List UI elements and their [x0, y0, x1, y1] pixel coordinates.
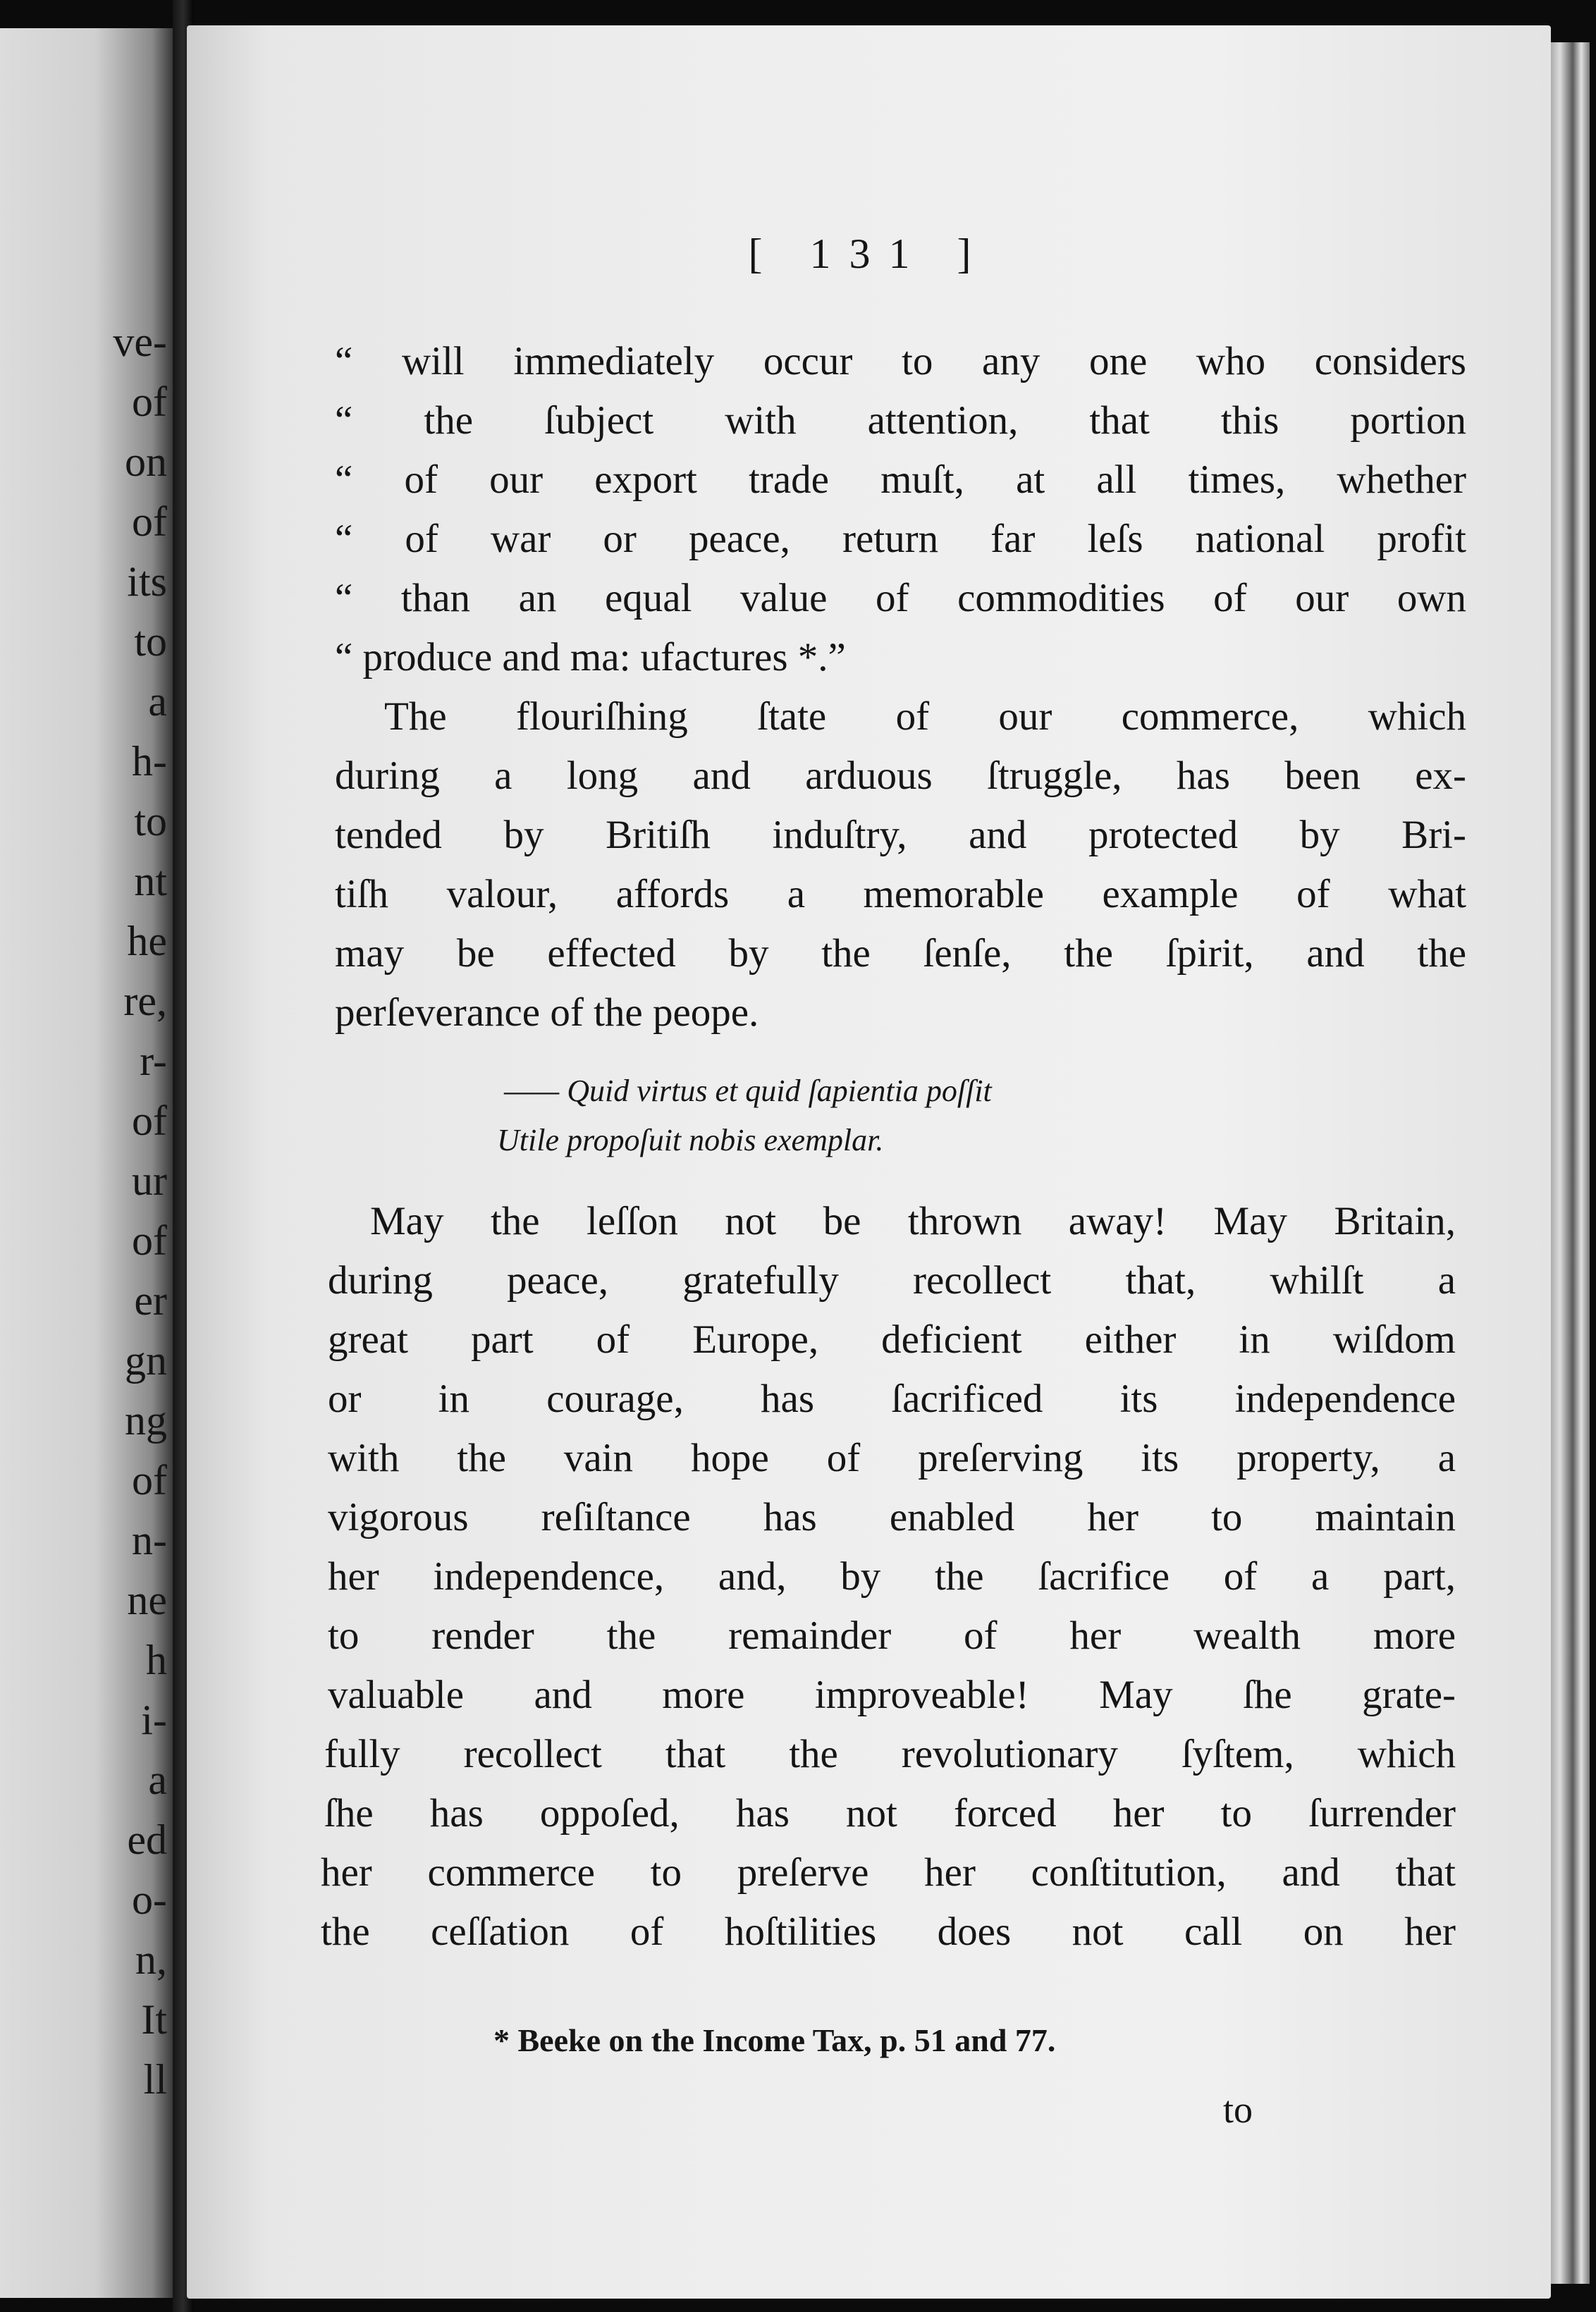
paragraph-line: during a long and arduous ſtruggle, has been ex-: [335, 754, 1466, 798]
facing-line: ne: [127, 1577, 167, 1623]
footnote: * Beeke on the Income Tax, p. 51 and 77.: [493, 2022, 1056, 2058]
facing-line: re,: [123, 978, 167, 1024]
paragraph-line: may be effected by the ſenſe, the ſpirit, and the: [335, 931, 1466, 976]
paragraph-line: during peace, gratefully recollect that, whilſt a: [328, 1258, 1456, 1303]
facing-line: nt: [134, 858, 167, 904]
paragraph-line: great part of Europe, deficient either in wiſdom: [328, 1317, 1456, 1362]
verse-line: —— Quid virtus et quid ſapientia poſſit: [504, 1074, 992, 1108]
paragraph-line: perſeverance of the peope.: [335, 990, 759, 1035]
paragraph-line: or in courage, has ſacrificed its independence: [328, 1377, 1456, 1421]
facing-line: ve-: [113, 319, 167, 365]
paragraph-line: valuable and more improveable! May ſhe grate-: [328, 1673, 1456, 1717]
facing-line: o-: [132, 1876, 167, 1923]
facing-line: gn: [125, 1337, 167, 1384]
facing-line: he: [127, 918, 167, 964]
quote-line: “ of war or peace, return far leſs national profit: [335, 517, 1466, 561]
facing-line: of: [132, 1097, 167, 1144]
page-number: [ 131 ]: [748, 230, 990, 277]
quote-line: “ will immediately occur to any one who considers: [335, 339, 1466, 383]
paragraph-line: the ceſſation of hoſtilities does not call on her: [321, 1910, 1456, 1954]
book-page: [187, 25, 1551, 2299]
paragraph-line: her independence, and, by the ſacrifice of a part,: [328, 1554, 1456, 1599]
facing-line: its: [127, 558, 167, 605]
facing-line: ur: [132, 1157, 167, 1204]
quote-line: “ of our export trade muſt, at all times, whether: [335, 457, 1466, 502]
facing-line: h-: [132, 738, 167, 785]
facing-line: of: [132, 498, 167, 545]
facing-line: ng: [125, 1397, 167, 1444]
facing-line: n,: [135, 1936, 167, 1983]
paragraph-line: tended by Britiſh induſtry, and protected by Bri-: [335, 813, 1466, 857]
facing-line: a: [148, 1757, 167, 1803]
facing-line: ed: [127, 1816, 167, 1863]
facing-line: a: [148, 678, 167, 725]
facing-line: ll: [143, 2056, 167, 2103]
paragraph-line: her commerce to preſerve her conſtitution, and that: [321, 1850, 1456, 1895]
facing-page: [0, 28, 173, 2298]
facing-line: er: [134, 1277, 167, 1324]
paragraph-line: The flouriſhing ſtate of our commerce, which: [384, 694, 1466, 739]
facing-line: n-: [132, 1517, 167, 1563]
facing-line: h: [146, 1637, 167, 1683]
paragraph-line: May the leſſon not be thrown away! May Britain,: [370, 1199, 1456, 1243]
facing-line: to: [134, 618, 167, 665]
catchword: to: [1223, 2089, 1253, 2131]
paragraph-line: with the vain hope of preſerving its property, a: [328, 1436, 1456, 1480]
quote-line: “ than an equal value of commodities of our own: [335, 576, 1466, 620]
facing-line: r-: [140, 1038, 167, 1084]
facing-line: of: [132, 1457, 167, 1504]
facing-line: of: [132, 1217, 167, 1264]
paragraph-line: to render the remainder of her wealth more: [328, 1613, 1456, 1658]
quote-line: “ produce and ma: ufactures *.”: [335, 635, 846, 680]
paragraph-line: tiſh valour, affords a memorable example of what: [335, 872, 1466, 916]
facing-line: on: [125, 438, 167, 485]
quote-line: “ the ſubject with attention, that this portion: [335, 398, 1466, 443]
verse-line: Utile propoſuit nobis exemplar.: [497, 1123, 884, 1157]
page-edge: [1547, 42, 1590, 2284]
paragraph-line: fully recollect that the revolutionary ſyſtem, which: [324, 1732, 1456, 1776]
facing-line: i-: [141, 1697, 167, 1743]
paragraph-line: ſhe has oppoſed, has not forced her to ſurrender: [324, 1791, 1456, 1836]
facing-line: of: [132, 379, 167, 425]
facing-line: It: [141, 1996, 167, 2043]
facing-line: to: [134, 798, 167, 844]
paragraph-line: vigorous reſiſtance has enabled her to maintain: [328, 1495, 1456, 1539]
